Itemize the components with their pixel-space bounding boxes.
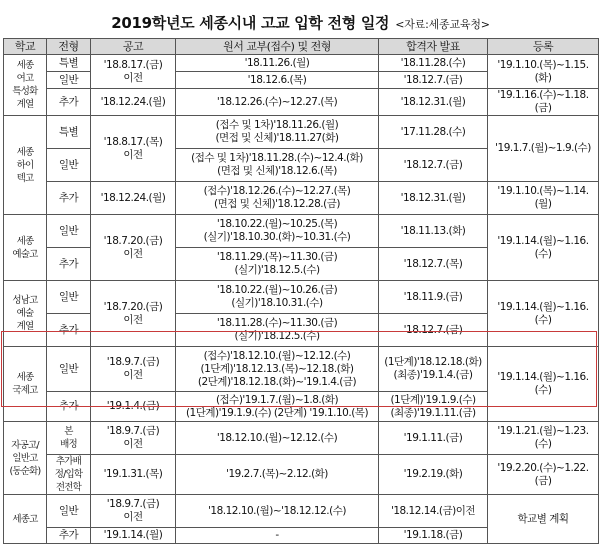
- school-cell: 세종 국제고: [4, 347, 47, 422]
- apply-cell: '18.12.26.(수)~12.27.(목): [176, 89, 379, 116]
- school-cell: 세종 여고 특성화 계열: [4, 55, 47, 116]
- track-cell: 일반: [47, 281, 91, 314]
- apply-cell: (접수 및 1차)'18.11.26.(월) (면접 및 신체)'18.11.27(화): [176, 116, 379, 149]
- track-cell: 추가배 정/입학 전전학: [47, 455, 91, 495]
- result-cell: '17.11.28.(수): [379, 116, 488, 149]
- track-cell: 추가: [47, 248, 91, 281]
- notice-cell: '18.9.7.(금) 이전: [91, 347, 176, 392]
- registration-cell: 학교별 계획: [488, 495, 599, 544]
- apply-cell: (접수 및 1차)'18.11.28.(수)~12.4.(화) (면접 및 신체)'18.12.6.(목): [176, 149, 379, 182]
- result-cell: '19.2.19.(화): [379, 455, 488, 495]
- registration-cell: '19.1.7.(월)~1.9.(수): [488, 116, 599, 182]
- apply-cell: (접수)'18.12.10.(월)~12.12.(수) (1단계)'18.12.13.(목)~12.18.(화) (2단계)'18.12.18.(화)~'19.1.4.(금): [176, 347, 379, 392]
- track-cell: 일반: [47, 495, 91, 528]
- table-row: [4, 182, 599, 215]
- result-cell: (1단계)'19.1.9.(수) (최종)'19.1.11.(금): [379, 392, 488, 422]
- header-apply: 원서 교부(접수) 및 전형: [176, 39, 379, 55]
- page-title: [0, 12, 601, 33]
- school-cell: 성남고 예술 계열: [4, 281, 47, 347]
- registration-cell: '19.1.10.(목)~1.15.(화): [488, 55, 599, 89]
- result-cell: '18.12.7.(금): [379, 72, 488, 89]
- track-cell: 일반: [47, 149, 91, 182]
- track-cell: 특별: [47, 55, 91, 72]
- apply-cell: '18.10.22.(월)~10.26.(금) (실기)'18.10.31.(수): [176, 281, 379, 314]
- notice-cell: '18.7.20.(금) 이전: [91, 281, 176, 347]
- table-row: [4, 55, 599, 72]
- result-cell: (1단계)'18.12.18.(화) (최종)'19.1.4.(금): [379, 347, 488, 392]
- track-cell: 추가: [47, 314, 91, 347]
- header-notice: 공고: [91, 39, 176, 55]
- source-note: <자료:세종교육청>: [395, 18, 490, 31]
- apply-cell: '18.12.10.(월)~12.12.(수): [176, 422, 379, 455]
- result-cell: '19.1.11.(금): [379, 422, 488, 455]
- apply-cell: (접수)'19.1.7.(월)~1.8.(화) (1단계)'19.1.9.(수) (2단계) '19.1.10.(목): [176, 392, 379, 422]
- school-cell: 자공고/ 일반고 (동순화): [4, 422, 47, 495]
- notice-cell: '18.8.17.(목) 이전: [91, 116, 176, 182]
- registration-cell: '19.1.14.(월)~1.16.(수): [488, 215, 599, 281]
- table-row: [4, 455, 599, 495]
- table-row: [4, 116, 599, 149]
- table-row: [4, 89, 599, 116]
- track-cell: 추가: [47, 528, 91, 544]
- school-cell: 세종고: [4, 495, 47, 544]
- header-school: 학교: [4, 39, 47, 55]
- track-cell: 일반: [47, 215, 91, 248]
- result-cell: '18.12.14.(금)이전: [379, 495, 488, 528]
- apply-cell: '18.10.22.(월)~10.25.(목) (실기)'18.10.30.(화)~10.31.(수): [176, 215, 379, 248]
- track-cell: 일반: [47, 72, 91, 89]
- result-cell: '18.11.9.(금): [379, 281, 488, 314]
- table-row: [4, 347, 599, 392]
- apply-cell: '19.2.7.(목)~2.12.(화): [176, 455, 379, 495]
- table-row: [4, 422, 599, 455]
- notice-cell: '18.12.24.(월): [91, 89, 176, 116]
- notice-cell: '18.7.20.(금) 이전: [91, 215, 176, 281]
- track-cell: 추가: [47, 182, 91, 215]
- apply-cell: '18.11.28.(수)~11.30.(금) (실기)'18.12.5.(수): [176, 314, 379, 347]
- admission-schedule-table: [3, 38, 599, 544]
- registration-cell: '19.1.14.(월)~1.16.(수): [488, 281, 599, 347]
- table-row: [4, 281, 599, 314]
- notice-cell: '19.1.14.(월): [91, 528, 176, 544]
- notice-cell: '19.1.4.(금): [91, 392, 176, 422]
- apply-cell: '18.11.29.(목)~11.30.(금) (실기)'18.12.5.(수): [176, 248, 379, 281]
- notice-cell: '18.9.7.(금) 이전: [91, 422, 176, 455]
- registration-cell: '19.1.10.(목)~1.14.(월): [488, 182, 599, 215]
- result-cell: '18.12.7.(금): [379, 314, 488, 347]
- header-registration: 등록: [488, 39, 599, 55]
- apply-cell: -: [176, 528, 379, 544]
- apply-cell: '18.11.26.(월): [176, 55, 379, 72]
- school-cell: 세종 하이 텍고: [4, 116, 47, 215]
- school-cell: 세종 예술고: [4, 215, 47, 281]
- track-cell: 추가: [47, 89, 91, 116]
- table-row: [4, 495, 599, 528]
- result-cell: '18.11.28.(수): [379, 55, 488, 72]
- notice-cell: '19.1.31.(목): [91, 455, 176, 495]
- result-cell: '18.12.7.(금): [379, 149, 488, 182]
- apply-cell: '18.12.10.(월)~'18.12.12.(수): [176, 495, 379, 528]
- registration-cell: '19.1.16.(수)~1.18.(금): [488, 89, 599, 116]
- apply-cell: (접수)'18.12.26.(수)~12.27.(목) (면접 및 신체)'18.12.28.(금): [176, 182, 379, 215]
- title-text: 2019학년도 세종시내 고교 입학 전형 일정: [111, 14, 390, 32]
- result-cell: '18.12.7.(목): [379, 248, 488, 281]
- registration-cell: '19.1.21.(월)~1.23.(수): [488, 422, 599, 455]
- result-cell: '19.1.18.(금): [379, 528, 488, 544]
- track-cell: 특별: [47, 116, 91, 149]
- result-cell: '18.12.31.(월): [379, 89, 488, 116]
- track-cell: 일반: [47, 347, 91, 392]
- notice-cell: '18.9.7.(금) 이전: [91, 495, 176, 528]
- registration-cell: '19.2.20.(수)~1.22.(금): [488, 455, 599, 495]
- registration-cell: '19.1.14.(월)~1.16.(수): [488, 347, 599, 422]
- track-cell: 본 배정: [47, 422, 91, 455]
- notice-cell: '18.12.24.(월): [91, 182, 176, 215]
- notice-cell: '18.8.17.(금) 이전: [91, 55, 176, 89]
- apply-cell: '18.12.6.(목): [176, 72, 379, 89]
- result-cell: '18.12.31.(월): [379, 182, 488, 215]
- header-track: 전형: [47, 39, 91, 55]
- header-result: 합격자 발표: [379, 39, 488, 55]
- track-cell: 추가: [47, 392, 91, 422]
- table-header-row: [4, 39, 599, 55]
- table-row: [4, 215, 599, 248]
- result-cell: '18.11.13.(화): [379, 215, 488, 248]
